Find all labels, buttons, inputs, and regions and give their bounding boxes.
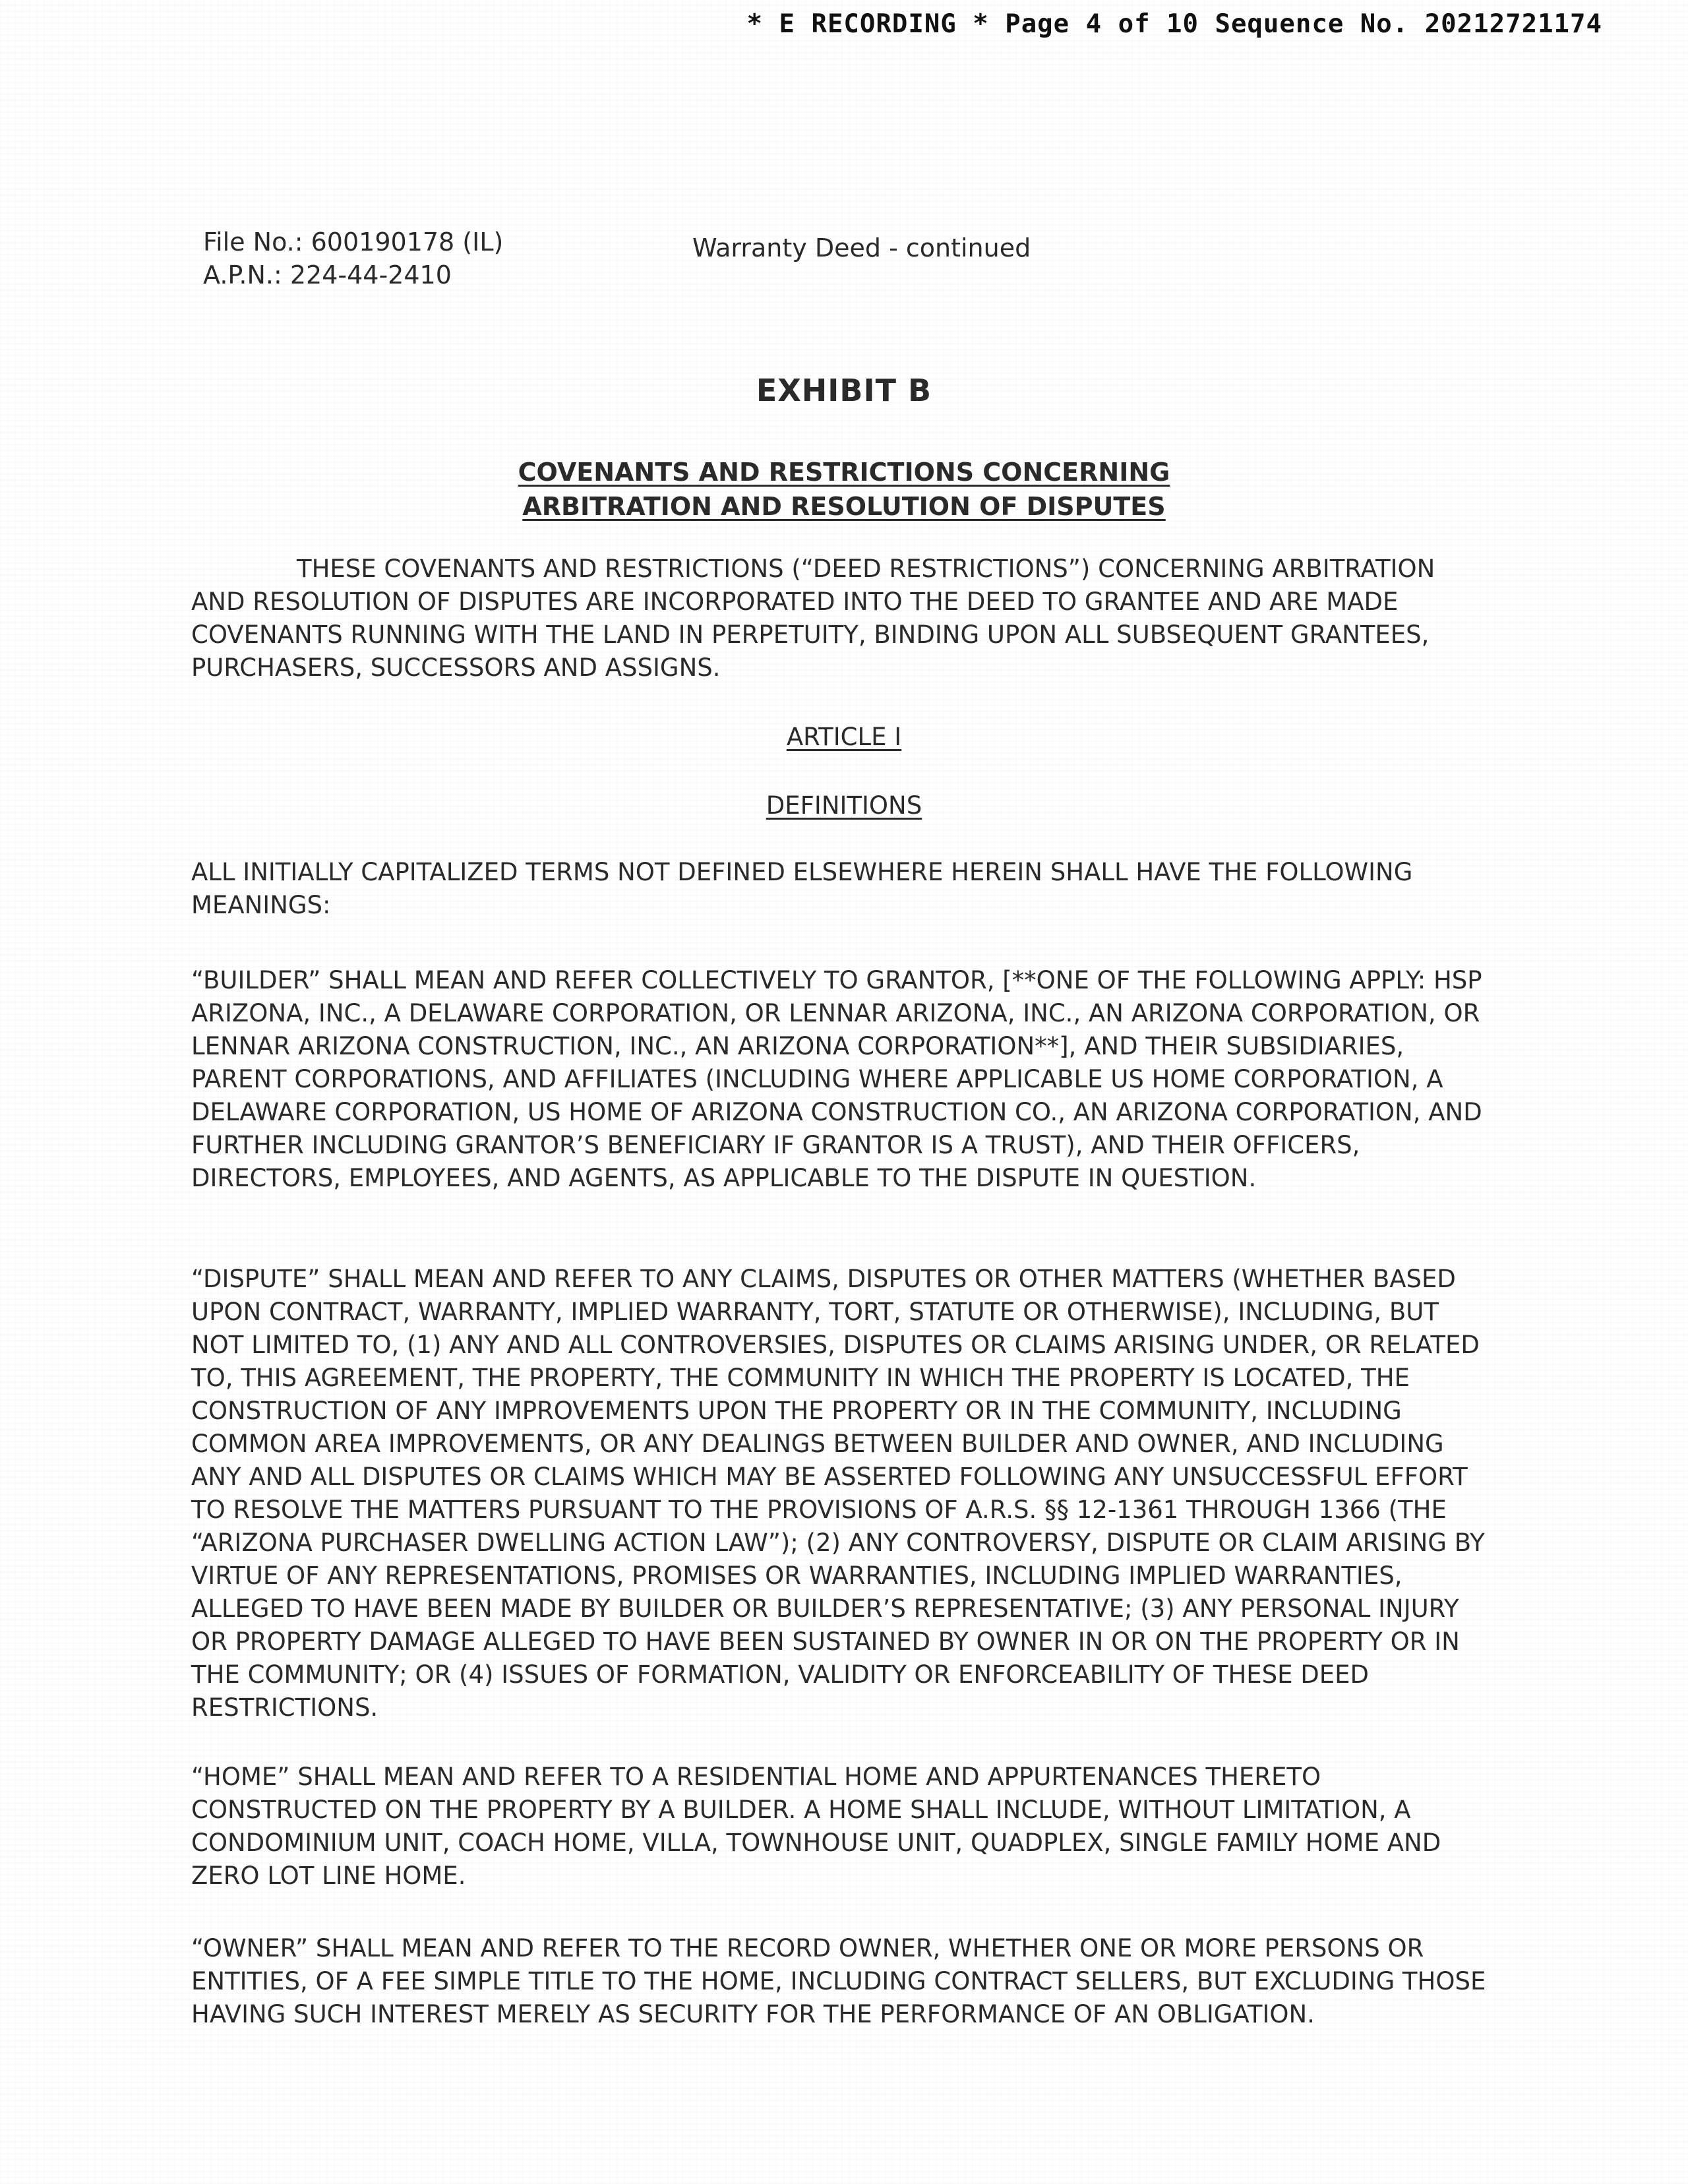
covenants-title-line2: ARBITRATION AND RESOLUTION OF DISPUTES	[522, 492, 1166, 521]
covenants-title-line1: COVENANTS AND RESTRICTIONS CONCERNING	[518, 458, 1170, 487]
definition-home: “HOME” SHALL MEAN AND REFER TO A RESIDENTIAL HOME AND APPURTENANCES THERETO CONSTRUCTED ON THE PROPERTY BY A BUILDER. A HOME SHALL INCLUDE, WITHOUT LIMITATION, A CONDOMINIUM UNIT, COACH HOME, VILLA, TOWNHOUSE UNIT, QUADPLEX, SINGLE FAMILY HOME AND ZERO LOT LINE HOME.	[191, 1763, 1441, 1890]
definition-builder: “BUILDER” SHALL MEAN AND REFER COLLECTIVELY TO GRANTOR, [**ONE OF THE FOLLOWING APPLY: HSP ARIZONA, INC., A DELAWARE CORPORATION, OR LENNAR ARIZONA, INC., AN ARIZONA CORPORATION, OR LENNAR ARIZONA CONSTRUCTION, INC., AN ARIZONA CORPORATION**], AND THEIR SUBSIDIARIES, PARENT CORPORATIONS, AND AFFILIATES (INCLUDING WHERE APPLICABLE US HOME CORPORATION, A DELAWARE CORPORATION, US HOME OF ARIZONA CONSTRUCTION CO., AN ARIZONA CORPORATION, AND FURTHER INCLUDING GRANTOR’S BENEFICIARY IF GRANTOR IS A TRUST), AND THEIR OFFICERS, DIRECTORS, EMPLOYEES, AND AGENTS, AS APPLICABLE TO THE DISPUTE IN QUESTION.	[191, 966, 1482, 1192]
definition-dispute: “DISPUTE” SHALL MEAN AND REFER TO ANY CLAIMS, DISPUTES OR OTHER MATTERS (WHETHER BASED UPON CONTRACT, WARRANTY, IMPLIED WARRANTY, TORT, STATUTE OR OTHERWISE), INCLUDING, BUT NOT LIMITED TO, (1) ANY AND ALL CONTROVERSIES, DISPUTES OR CLAIMS ARISING UNDER, OR RELATED TO, THIS AGREEMENT, THE PROPERTY, THE COMMUNITY IN WHICH THE PROPERTY IS LOCATED, THE CONSTRUCTION OF ANY IMPROVEMENTS UPON THE PROPERTY OR IN THE COMMUNITY, INCLUDING COMMON AREA IMPROVEMENTS, OR ANY DEALINGS BETWEEN BUILDER AND OWNER, AND INCLUDING ANY AND ALL DISPUTES OR CLAIMS WHICH MAY BE ASSERTED FOLLOWING ANY UNSUCCESSFUL EFFORT TO RESOLVE THE MATTERS PURSUANT TO THE PROVISIONS OF A.R.S. §§ 12-1361 THROUGH 1366 (THE “ARIZONA PURCHASER DWELLING ACTION LAW”); (2) ANY CONTROVERSY, DISPUTE OR CLAIM ARISING BY VIRTUE OF ANY REPRESENTATIONS, PROMISES OR WARRANTIES, INCLUDING IMPLIED WARRANTIES, ALLEGED TO HAVE BEEN MADE BY BUILDER OR BUILDER’S REPRESENTATIVE; (3) ANY PERSONAL INJURY OR PROPERTY DAMAGE ALLEGED TO HAVE BEEN SUSTAINED BY OWNER IN OR ON THE PROPERTY OR IN THE COMMUNITY; OR (4) ISSUES OF FORMATION, VALIDITY OR ENFORCEABILITY OF THESE DEED RESTRICTIONS.	[191, 1265, 1485, 1722]
recording-header: * E RECORDING * Page 4 of 10 Sequence No. 20212721174	[746, 9, 1602, 39]
apn-number: A.P.N.: 224-44-2410	[203, 260, 452, 289]
covenants-title	[0, 455, 1688, 524]
definitions-heading: DEFINITIONS	[766, 791, 922, 820]
meanings-paragraph: ALL INITIALLY CAPITALIZED TERMS NOT DEFINED ELSEWHERE HEREIN SHALL HAVE THE FOLLOWING MEANINGS:	[191, 858, 1413, 919]
article-heading: ARTICLE I	[786, 723, 902, 751]
exhibit-title: EXHIBIT B	[756, 373, 932, 408]
file-number: File No.: 600190178 (IL)	[203, 228, 504, 257]
intro-paragraph: THESE COVENANTS AND RESTRICTIONS (“DEED RESTRICTIONS”) CONCERNING ARBITRATION AND RESOLUTION OF DISPUTES ARE INCORPORATED INTO THE DEED TO GRANTEE AND ARE MADE COVENANTS RUNNING WITH THE LAND IN PERPETUITY, BINDING UPON ALL SUBSEQUENT GRANTEES, PURCHASERS, SUCCESSORS AND ASSIGNS.	[191, 555, 1435, 682]
file-info	[203, 226, 503, 291]
definition-owner: “OWNER” SHALL MEAN AND REFER TO THE RECORD OWNER, WHETHER ONE OR MORE PERSONS OR ENTITIES, OF A FEE SIMPLE TITLE TO THE HOME, INCLUDING CONTRACT SELLERS, BUT EXCLUDING THOSE HAVING SUCH INTEREST MERELY AS SECURITY FOR THE PERFORMANCE OF AN OBLIGATION.	[191, 1934, 1486, 2028]
deed-label: Warranty Deed - continued	[692, 233, 1031, 262]
